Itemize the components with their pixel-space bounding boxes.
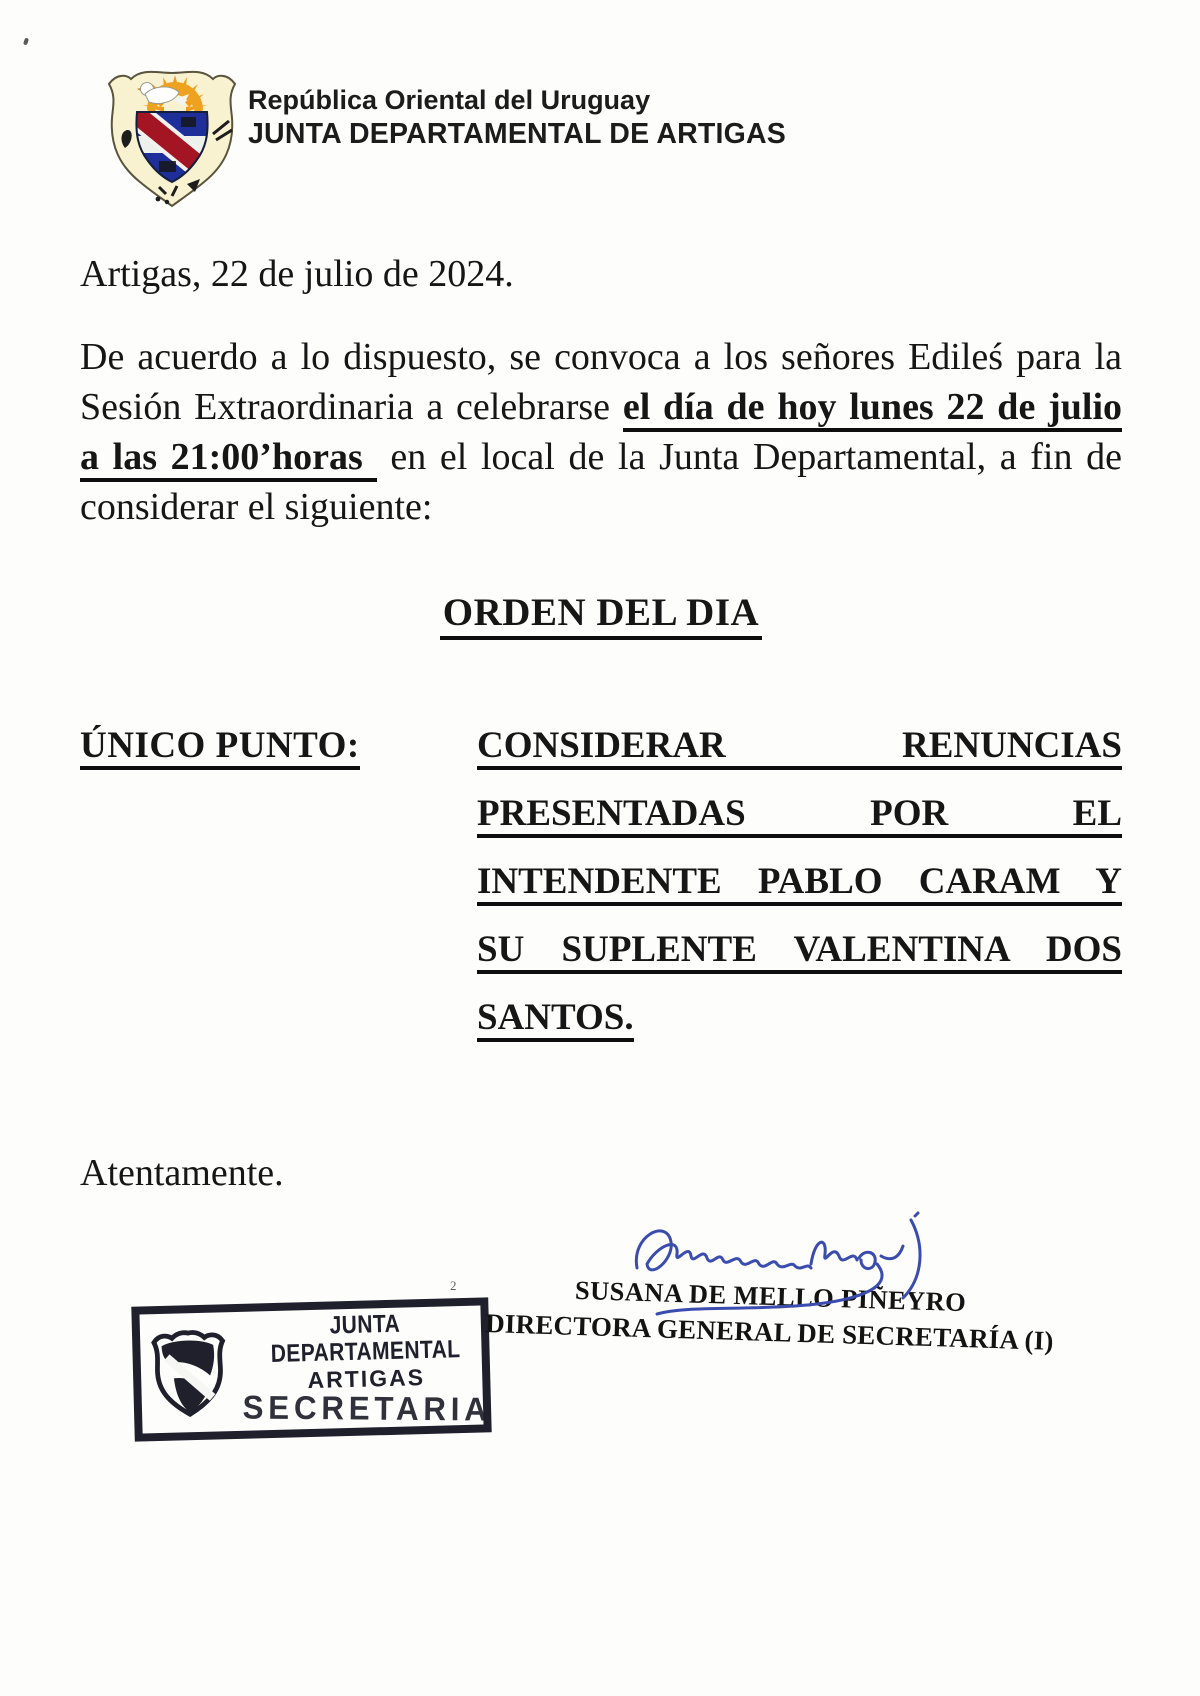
body-line-3 [80,432,1122,482]
orden-item-line-3-text: INTENDENTE PABLO CARAM Y [477,861,1122,906]
stamp-line-1: JUNTA DEPARTAMENTAL [270,1309,461,1368]
scan-speck [23,38,29,46]
unico-punto-label-wrap [80,712,360,780]
date-line: Artigas, 22 de julio de 2024. [80,253,514,295]
orden-item-line-4-text: SU SUPLENTE VALENTINA DOS [477,929,1122,974]
orden-item-line-3 [477,848,1122,916]
body-line-1: De acuerdo a lo dispuesto, se convoca a los señores Edileś para la [80,336,1122,378]
orden-del-dia-title: ORDEN DEL DIA [440,591,762,640]
stamp-line-2: ARTIGAS [307,1363,426,1393]
orden-item-line-4 [477,916,1122,984]
body-line-2 [80,382,1122,432]
orden-item-line-1 [477,712,1122,780]
body-line-3-normal: en el local de la Junta Departamental, a fin de [390,436,1122,478]
stamp-line-3: SECRETARIA [242,1387,492,1428]
orden-item-line-2 [477,780,1122,848]
body-line-3-bold-underlined: a las 21:00’horas [80,436,377,482]
body-line-2-bold-underlined: el día de hoy lunes 22 de julio [623,386,1122,432]
orden-item-line-2-text: PRESENTADAS POR EL [477,793,1122,838]
signer-name: SUSANA DE MELLO PIÑEYRO [574,1274,967,1318]
letterhead-country: República Oriental del Uruguay [248,85,651,115]
stamp-text [234,1308,505,1429]
signature-block [469,1271,1071,1359]
orden-del-dia-heading [78,588,1124,638]
orden-item-line-5-text: SANTOS. [477,997,634,1042]
secretaria-rubber-stamp [131,1297,491,1441]
stamp-shield-icon [142,1320,237,1426]
orden-item-text [477,712,1122,1052]
unico-punto-label: ÚNICO PUNTO: [80,725,360,770]
letterhead-org: JUNTA DEPARTAMENTAL DE ARTIGAS [248,118,786,150]
scan-artifact-mark: 2 [450,1278,457,1293]
orden-item-line-1-text: CONSIDERAR RENUNCIAS [477,725,1122,770]
coat-of-arms-icon [95,60,247,219]
body-line-2-normal: Sesión Extraordinaria a celebrarse [80,386,611,428]
body-paragraph [80,332,1122,532]
closing-salutation: Atentamente. [80,1152,284,1194]
signer-title: DIRECTORA GENERAL DE SECRETARÍA (I) [484,1308,1055,1356]
letterhead [248,84,786,152]
body-line-4: considerar el siguiente: [80,486,433,528]
orden-item-line-5 [477,984,1122,1052]
